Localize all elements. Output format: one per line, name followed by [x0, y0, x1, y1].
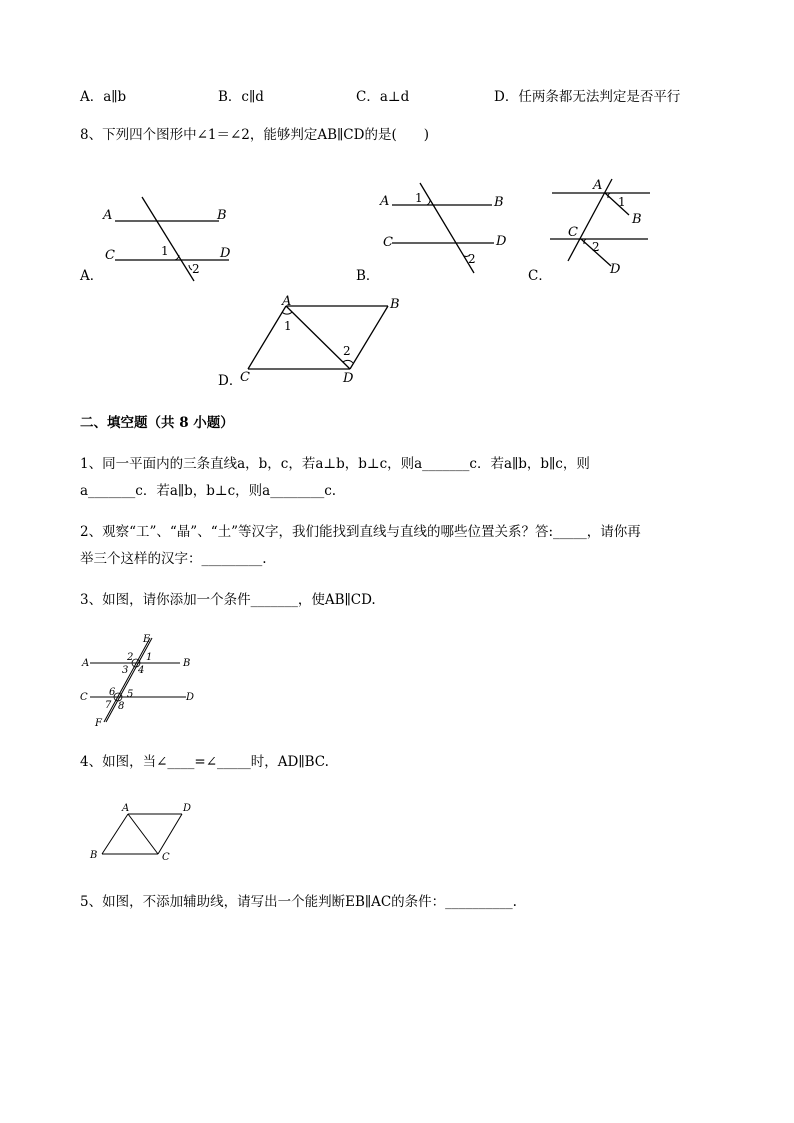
fig-b-label-A: A — [380, 194, 390, 209]
fill-q4-text: 4、如图，当∠____=∠_____时，AD∥BC. — [80, 754, 329, 770]
q3-angle-2: 2 — [127, 652, 134, 663]
fill-q2-line2: 举三个这样的汉字：_________. — [80, 551, 267, 567]
q7-option-c: C．a⊥d — [356, 89, 410, 105]
fig-a-label-B: B — [217, 208, 227, 223]
fig-a-label-C: C — [105, 248, 115, 263]
fig-c-angle-2: 2 — [592, 240, 600, 254]
fig-a-angle-1: 1 — [161, 244, 169, 258]
q3-angle-1: 1 — [146, 652, 153, 663]
fig-d-label-A: A — [282, 294, 292, 309]
fig-d-label-B: B — [390, 297, 400, 312]
q8-option-c-label: C． — [528, 268, 552, 284]
fig-d-label-C: C — [240, 370, 250, 385]
fig-a-angle-2: 2 — [192, 262, 200, 276]
fill-q4-figure — [86, 800, 216, 870]
q8-figure-a — [95, 185, 255, 295]
q3-label-A: A — [82, 658, 90, 669]
fill-q1-line1: 1、同一平面内的三条直线a，b，c，若a⊥b，b⊥c，则a_______c．若a∥b，b∥c，则 — [80, 456, 590, 472]
q8-option-a-label: A． — [80, 268, 104, 284]
q8-figure-b — [378, 177, 518, 287]
fig-d-angle-1: 1 — [284, 319, 292, 333]
q8-figure-c — [548, 175, 668, 285]
fig-a-label-D: D — [220, 246, 231, 261]
fill-q1-line2: a_______c．若a∥b，b⊥c，则a________c. — [80, 483, 337, 499]
q3-angle-5: 5 — [127, 689, 134, 700]
q4-label-A: A — [122, 803, 130, 814]
fig-a-label-A: A — [103, 208, 113, 223]
fig-c-label-D: D — [610, 262, 621, 277]
q3-label-B: B — [183, 658, 191, 669]
q7-option-a: A．a∥b — [80, 89, 127, 105]
fig-d-angle-2: 2 — [343, 344, 351, 358]
q8-option-d-label: D． — [218, 373, 243, 389]
q7-option-b: B．c∥d — [218, 89, 264, 105]
q3-label-E: E — [143, 634, 151, 645]
fill-q3-figure — [78, 630, 208, 730]
fill-q3-text: 3、如图，请你添加一个条件_______，使AB∥CD. — [80, 592, 376, 608]
q8-stem: 8、下列四个图形中∠1＝∠2，能够判定AB∥CD的是( ) — [80, 127, 429, 143]
q3-angle-7: 7 — [105, 700, 112, 711]
q3-label-D: D — [186, 692, 195, 703]
q3-angle-8: 8 — [118, 701, 125, 712]
q7-option-d: D．任两条都无法判定是否平行 — [494, 89, 681, 105]
section-heading: 二、填空题（共 8 小题） — [80, 415, 234, 431]
fig-b-angle-2: 2 — [468, 252, 476, 266]
fig-c-label-C: C — [568, 225, 578, 240]
fig-b-label-C: C — [383, 235, 393, 250]
q3-angle-6: 6 — [109, 687, 116, 698]
fig-b-angle-1: 1 — [415, 191, 423, 205]
q8-option-b-label: B． — [356, 268, 380, 284]
fig-b-label-D: D — [496, 234, 507, 249]
fig-c-angle-1: 1 — [618, 195, 626, 209]
fig-c-label-A: A — [593, 178, 603, 193]
fill-q5-text: 5、如图，不添加辅助线，请写出一个能判断EB∥AC的条件：__________. — [80, 894, 517, 910]
q3-label-F: F — [95, 718, 102, 729]
q8-figure-d — [236, 293, 416, 386]
q4-label-B: B — [90, 850, 98, 861]
q3-label-C: C — [80, 692, 88, 703]
q4-label-D: D — [183, 803, 192, 814]
fill-q2-line1: 2、观察“工”、“晶”、“土”等汉字，我们能找到直线与直线的哪些位置关系？答:_____，请你再 — [80, 524, 641, 540]
fig-c-label-B: B — [632, 212, 642, 227]
fig-b-label-B: B — [494, 195, 504, 210]
q3-angle-4: 4 — [138, 665, 145, 676]
q3-angle-3: 3 — [122, 665, 129, 676]
fig-d-label-D: D — [343, 371, 354, 386]
q4-label-C: C — [162, 852, 170, 863]
